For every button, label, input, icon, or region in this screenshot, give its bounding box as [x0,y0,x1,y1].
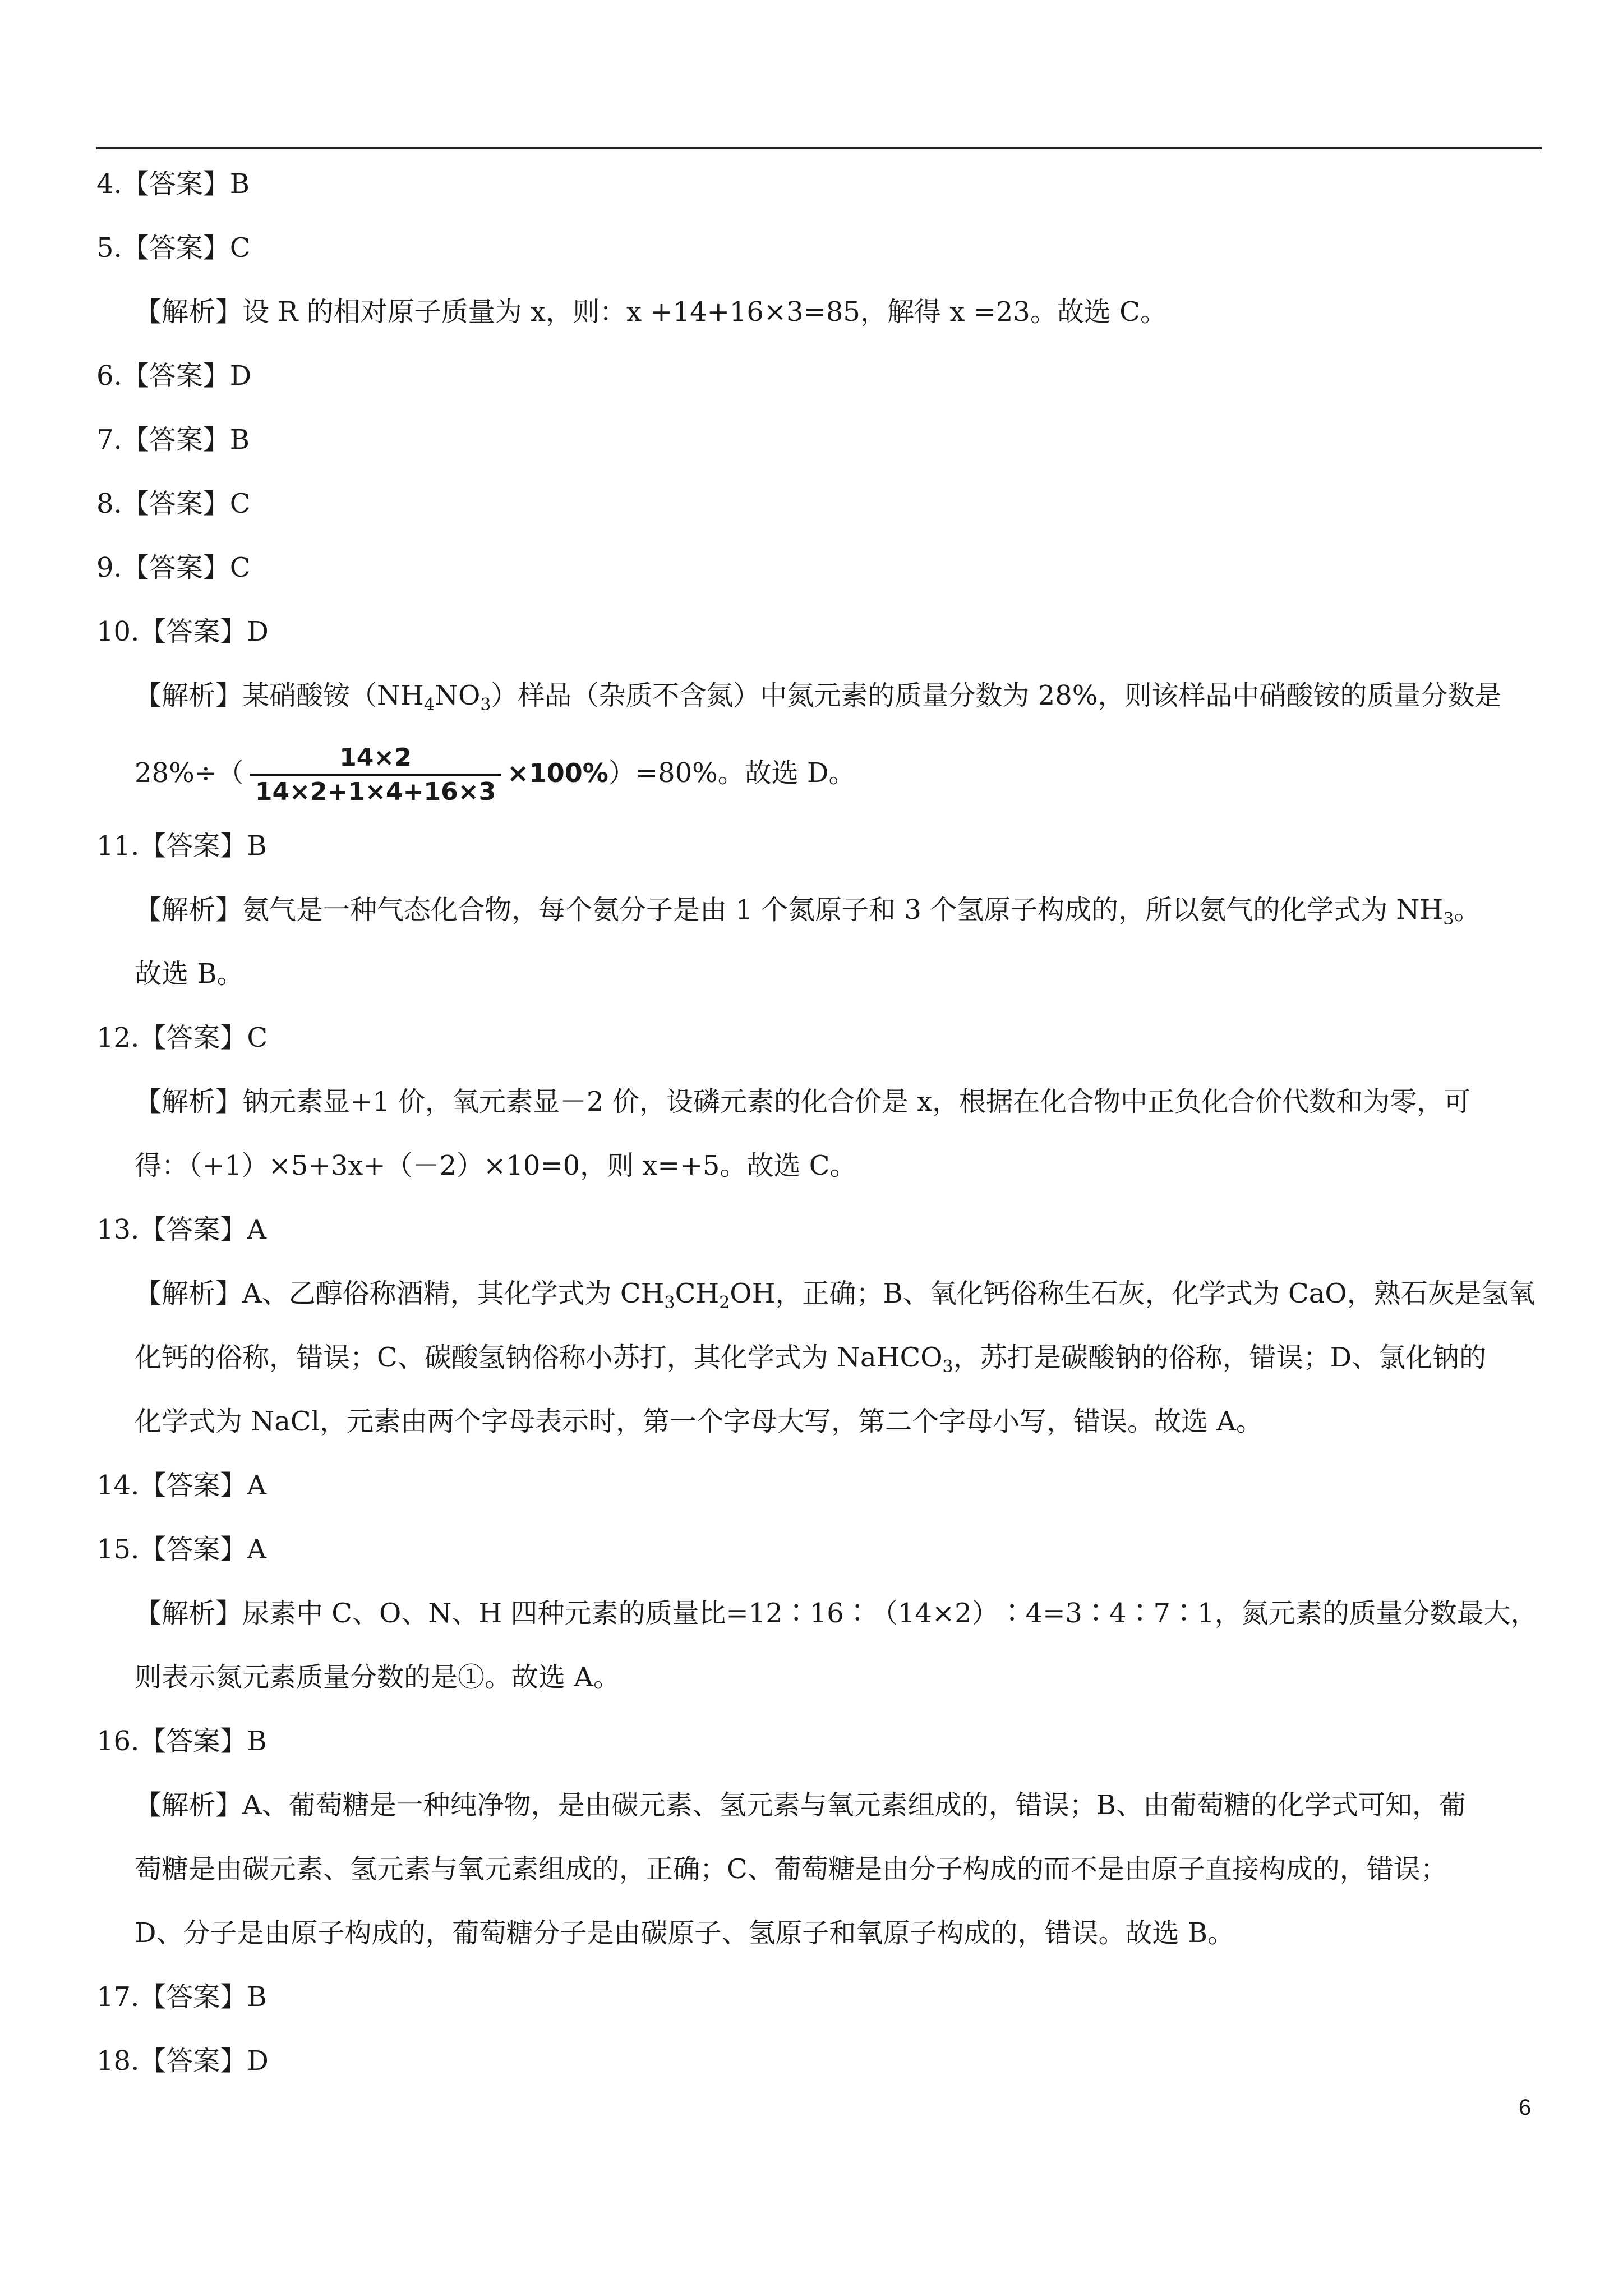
answer-11: 11.【答案】B [96,830,267,862]
explanation-13-line2: 化钙的俗称，错误；C、碳酸氢钠俗称小苏打，其化学式为 NaHCO$_3$，苏打是碳酸钠的俗称，错误；D、氯化钠的 [135,1342,1487,1377]
explanation-12: 【解析】钠元素显+1 价，氧元素显－2 价，设磷元素的化合价是 x，根据在化合物中正负化合价代数和为零，可 [135,1086,1471,1117]
answer-15: 15.【答案】A [96,1534,267,1565]
explanation-10-calc: 28%÷（ $\frac{14\times 2}{14\times 2+1\times 4+16\times 3}$ ×100%）=80%。故选 D。 [135,739,856,808]
explanation-12-line2: 得：（+1）×5+3x+（－2）×10=0，则 x=+5。故选 C。 [135,1150,857,1181]
explanation-5: 【解析】设 R 的相对原子质量为 x，则：x +14+16×3=85，解得 x =23。故选 C。 [135,296,1167,328]
header-rule [96,147,1542,149]
answer-14: 14.【答案】A [96,1470,267,1501]
explanation-11: 【解析】氨气是一种气态化合物，每个氨分子是由 1 个氮原子和 3 个氢原子构成的，所以氨气的化学式为 $NH_3$。 [135,894,1481,929]
answer-6: 6.【答案】D [96,360,252,392]
answer-12: 12.【答案】C [96,1022,268,1053]
answer-16: 16.【答案】B [96,1726,267,1757]
explanation-10: 【解析】某硝酸铵$(NH_4NO_3)$样品（杂质不含氮）中氮元素的质量分数为 28%，则该样品中硝酸铵的质量分数是 [135,680,1502,715]
explanation-16-line2: 萄糖是由碳元素、氢元素与氧元素组成的，正确；C、葡萄糖是由分子构成的而不是由原子直接构成的，错误； [135,1853,1447,1885]
answer-8: 8.【答案】C [96,488,251,519]
explanation-15-line2: 则表示氮元素质量分数的是①。故选 A。 [135,1662,620,1693]
fraction-multiplier: ×100% [507,758,608,788]
explanation-11-line2: 故选 B。 [135,958,244,990]
explanation-13: 【解析】A、乙醇俗称酒精，其化学式为 $CH_3CH_2OH$，正确；B、氧化钙俗称生石灰，化学式为 CaO，熟石灰是氢氧 [135,1278,1536,1313]
answer-5: 5.【答案】C [96,232,251,264]
fraction-denominator: 14×2+1×4+16×3 [250,774,501,808]
answer-10: 10.【答案】D [96,616,269,647]
explanation-16: 【解析】A、葡萄糖是一种纯净物，是由碳元素、氢元素与氧元素组成的，错误；B、由葡萄糖的化学式可知，葡 [135,1789,1466,1821]
answer-4: 4.【答案】B [96,168,250,200]
answer-13: 13.【答案】A [96,1214,267,1245]
answer-7: 7.【答案】B [96,424,250,455]
page-number: 6 [1519,2095,1532,2120]
answer-17: 17.【答案】B [96,1981,267,2013]
fraction [250,742,501,808]
explanation-15: 【解析】尿素中 C、O、N、H 四种元素的质量比=12∶16∶（14×2）∶4=3∶4∶7∶1，氮元素的质量分数最大， [135,1598,1538,1629]
answer-9: 9.【答案】C [96,552,251,583]
explanation-16-line3: D、分子是由原子构成的，葡萄糖分子是由碳原子、氢原子和氧原子构成的，错误。故选 B。 [135,1917,1235,1949]
explanation-13-line3: 化学式为 NaCl，元素由两个字母表示时，第一个字母大写，第二个字母小写，错误。故选 A。 [135,1406,1263,1437]
answer-18: 18.【答案】D [96,2045,269,2077]
fraction-numerator: 14×2 [339,743,412,772]
